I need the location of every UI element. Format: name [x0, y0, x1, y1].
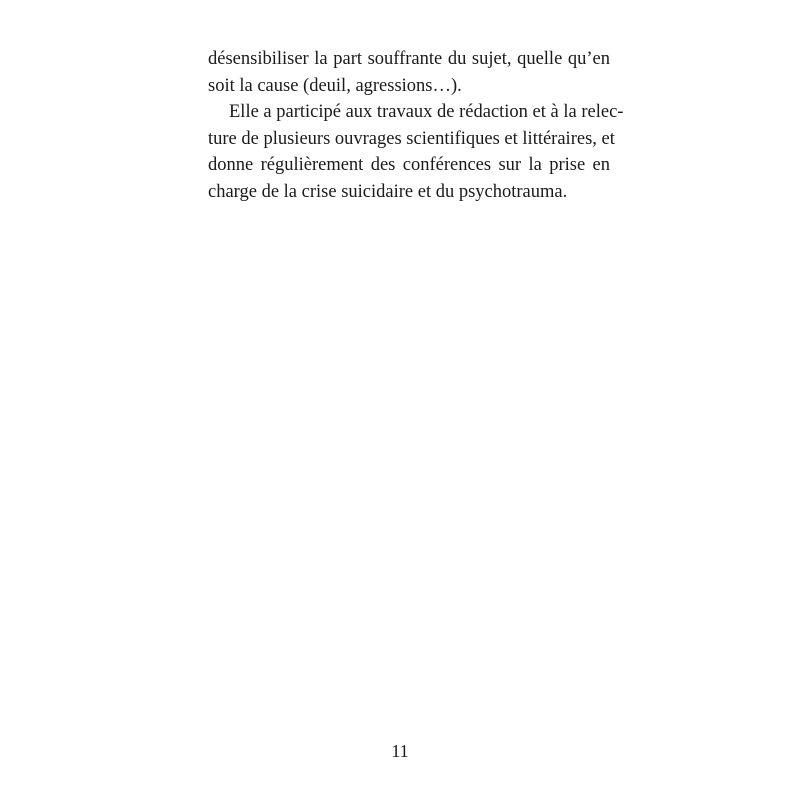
page-number: 11 [391, 741, 409, 761]
text-line: charge de la crise suicidaire et du psychotrauma. [208, 181, 568, 202]
text-line: ture de plusieurs ouvrages scientifiques et littéraires, et [208, 128, 615, 149]
paragraph-1 [208, 46, 610, 99]
text-line: donne régulièrement des conférences sur la prise en [208, 155, 610, 175]
text-line: soit la cause (deuil, agressions…). [208, 75, 462, 96]
paragraph-2 [208, 99, 624, 205]
text-line: Elle a participé aux travaux de rédaction et à la relec- [229, 102, 624, 122]
body-text [208, 46, 624, 205]
text-line: désensibiliser la part souffrante du sujet, quelle qu’en [208, 49, 610, 69]
